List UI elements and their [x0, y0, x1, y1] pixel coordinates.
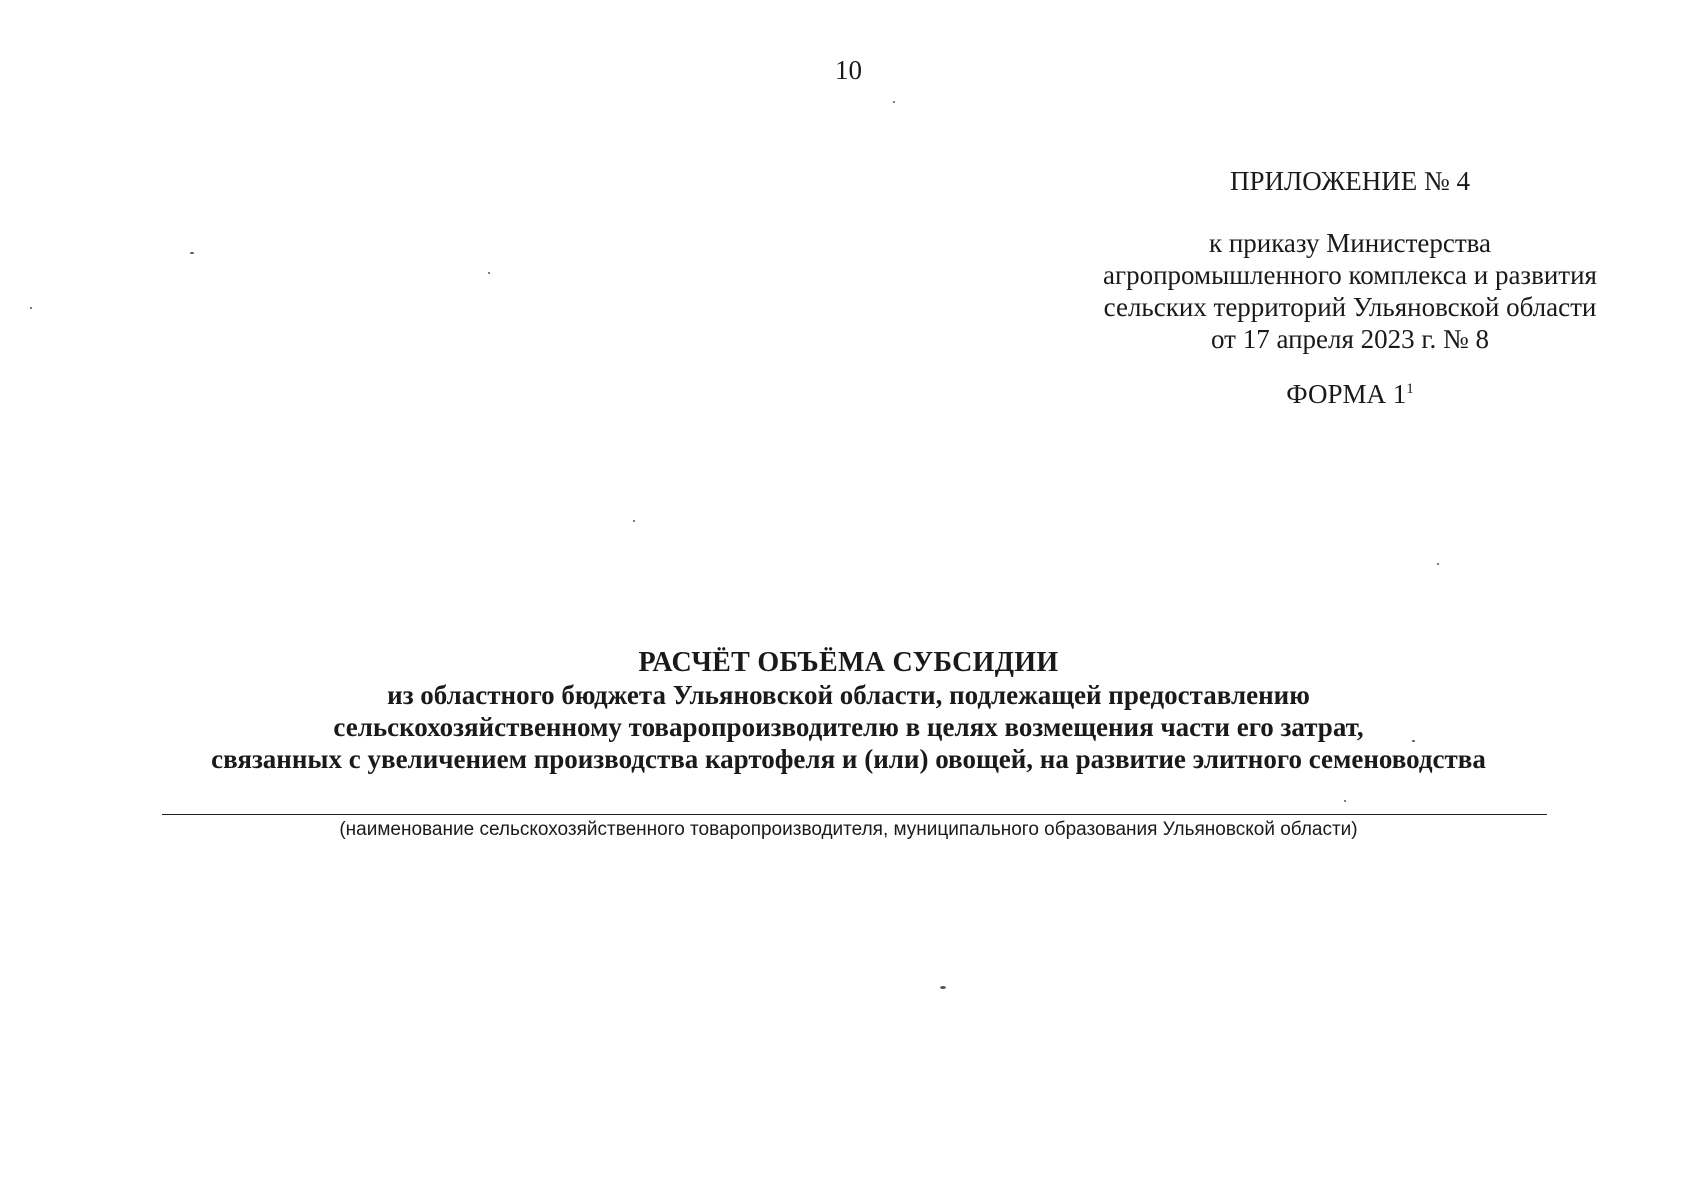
- document-title: РАСЧЁТ ОБЪЁМА СУБСИДИИ: [638, 647, 1059, 678]
- document-heading: [0, 647, 1697, 775]
- document-subtitle-line: сельскохозяйственному товаропроизводителю в целях возмещения части его затрат,: [333, 712, 1364, 742]
- producer-name-caption: (наименование сельскохозяйственного товаропроизводителя, муниципального образования Ульяновской области): [339, 819, 1358, 840]
- appendix-title: ПРИЛОЖЕНИЕ № 4: [1229, 166, 1471, 196]
- scan-speck: [488, 272, 490, 274]
- scan-speck: [1344, 800, 1346, 802]
- scan-speck: [1412, 740, 1415, 742]
- form-label-text: ФОРМА 1: [1286, 379, 1407, 409]
- order-reference: [1040, 227, 1660, 355]
- document-subtitle-line: связанных с увеличением производства картофеля и (или) овощей, на развитие элитного семеноводства: [211, 744, 1486, 774]
- scan-speck: [190, 252, 194, 254]
- order-reference-line: к приказу Министерства: [1208, 228, 1492, 258]
- page-number: 10: [835, 55, 862, 85]
- document-subtitle-line: из областного бюджета Ульяновской области, подлежащей предоставлению: [387, 680, 1310, 710]
- scan-speck: [893, 101, 895, 103]
- producer-name-fill-line: [162, 814, 1547, 815]
- scan-speck: [940, 986, 946, 989]
- scan-speck: [633, 520, 635, 522]
- order-reference-line: агропромышленного комплекса и развития: [1103, 260, 1597, 290]
- form-label: [1040, 378, 1660, 410]
- form-footnote-mark: 1: [1406, 381, 1414, 397]
- order-reference-line: сельских территорий Ульяновской области: [1103, 292, 1597, 322]
- scan-speck: [30, 307, 32, 309]
- order-reference-line: от 17 апреля 2023 г. № 8: [1211, 324, 1489, 354]
- scan-speck: [1437, 563, 1439, 565]
